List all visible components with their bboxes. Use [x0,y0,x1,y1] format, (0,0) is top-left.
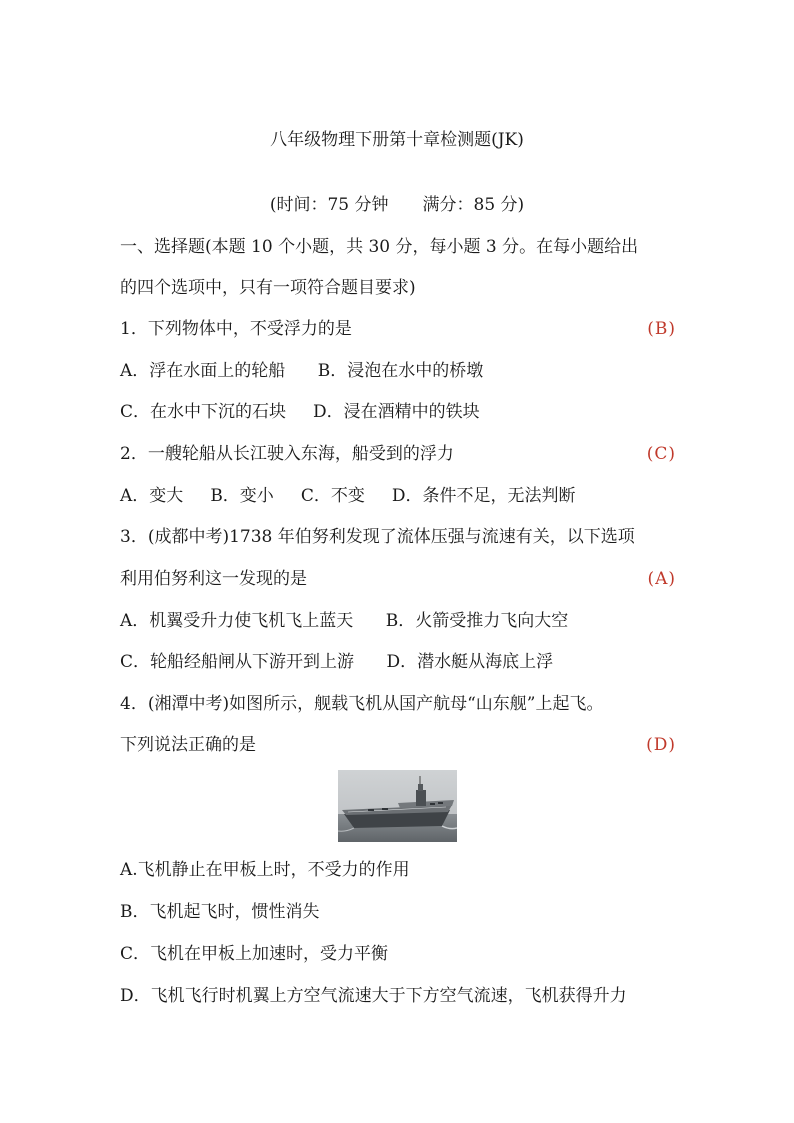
question-4 [120,733,676,757]
option-d: D．浸在酒精中的铁块 [313,402,480,422]
option-c: C．在水中下沉的石块 [120,402,287,422]
question-stem: 1．下列物体中，不受浮力的是 [120,319,352,339]
section-heading-line1: 一、选择题(本题 10 个小题，共 30 分，每小题 3 分。在每小题给出 [120,237,639,257]
answer-key: (D) [646,735,676,755]
question-4-stem-line1: 4．(湘潭中考)如图所示，舰载飞机从国产航母“山东舰”上起飞。 [120,694,604,714]
question-4-option-c: C．飞机在甲板上加速时，受力平衡 [120,944,389,964]
option-b: B．火箭受推力飞向大空 [385,611,569,631]
question-stem: 利用伯努利这一发现的是 [120,569,307,589]
section-heading-line2: 的四个选项中，只有一项符合题目要求) [120,278,416,298]
answer-key: (A) [647,569,676,589]
page-title: 八年级物理下册第十章检测题(JK) [270,130,524,150]
question-stem: 2．一艘轮船从长江驶入东海，船受到的浮力 [120,444,454,464]
option-a: A．变大 [120,486,184,506]
option-d: D．潜水艇从海底上浮 [386,652,554,672]
time-limit: (时间：75 分钟 [269,195,389,215]
question-2 [120,442,676,466]
question-1-options-row2 [120,400,676,424]
answer-key: (B) [647,319,676,339]
question-4-option-d: D．飞机飞行时机翼上方空气流速大于下方空气流速，飞机获得升力 [120,986,627,1006]
question-1 [120,317,676,341]
option-d: D．条件不足，无法判断 [391,486,576,506]
question-3-stem-line1: 3．(成都中考)1738 年伯努利发现了流体压强与流速有关，以下选项 [120,527,635,547]
question-3-options-row1 [120,609,676,633]
question-3-options-row2 [120,650,676,674]
aircraft-carrier-photo [338,770,457,842]
question-4-option-a: A.飞机静止在甲板上时，不受力的作用 [120,860,410,880]
question-2-options [120,484,676,508]
question-stem: 下列说法正确的是 [120,735,256,755]
option-b: B．浸泡在水中的桥墩 [317,361,484,381]
option-b: B．变小 [210,486,274,506]
option-c: C．轮船经船闸从下游开到上游 [120,652,355,672]
option-a: A．机翼受升力使飞机飞上蓝天 [120,611,354,631]
exam-meta [0,193,794,217]
question-1-options-row1 [120,359,676,383]
question-3 [120,567,676,591]
option-a: A．浮在水面上的轮船 [120,361,286,381]
answer-key: (C) [646,444,676,464]
question-4-option-b: B．飞机起飞时，惯性消失 [120,902,320,922]
option-c: C．不变 [300,486,365,506]
total-score: 满分：85 分) [422,195,525,215]
